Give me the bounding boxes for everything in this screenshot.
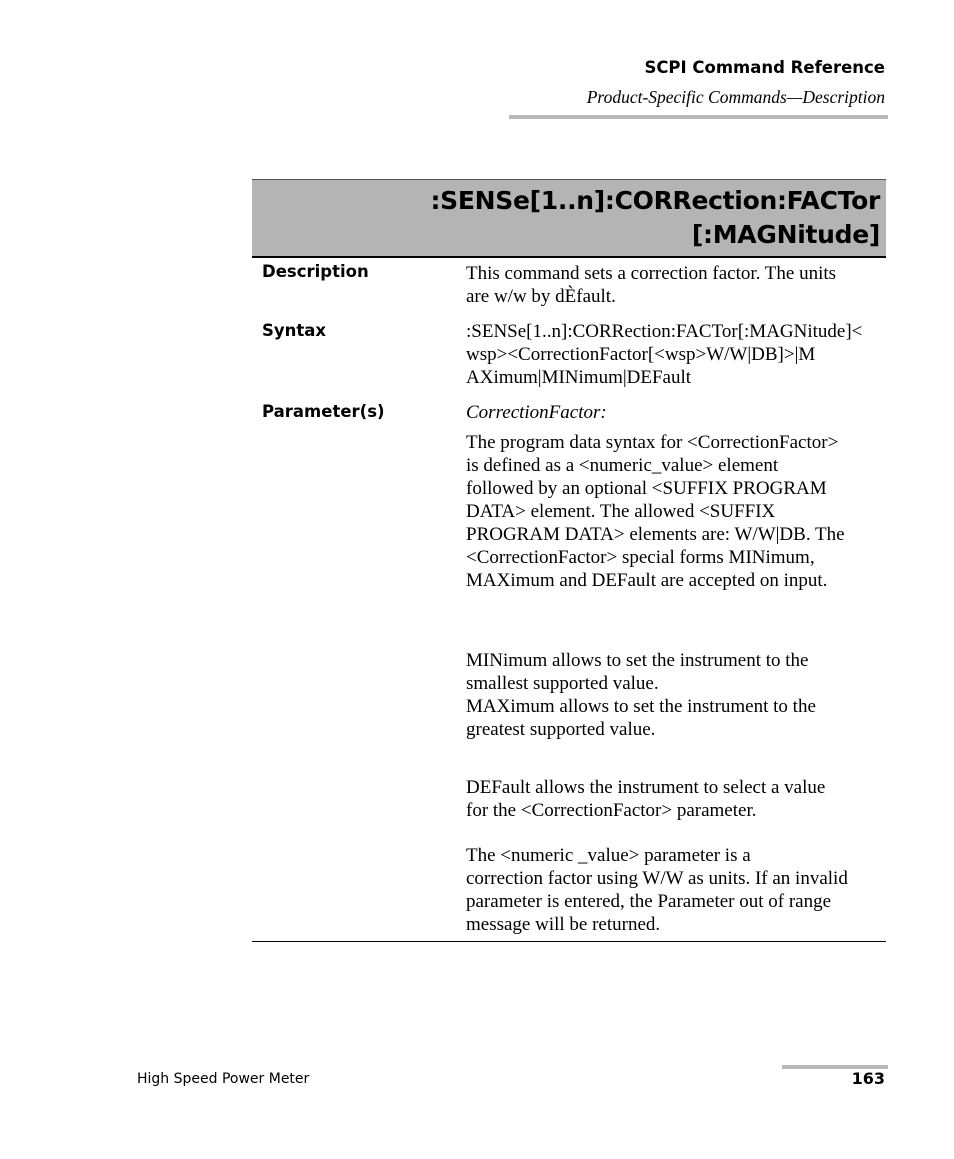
paragraph-line: <CorrectionFactor> special forms MINimum, bbox=[466, 547, 815, 568]
parameter-paragraph-numeric bbox=[466, 844, 886, 936]
description-label: Description bbox=[262, 262, 369, 281]
command-title-line-2: [:MAGNitude] bbox=[691, 220, 880, 249]
syntax-line: :SENSe[1..n]:CORRection:FACTor[:MAGNitude]< bbox=[466, 321, 863, 342]
paragraph-line: for the <CorrectionFactor> parameter. bbox=[466, 800, 757, 821]
paragraph-line: DATA> element. The allowed <SUFFIX bbox=[466, 501, 776, 522]
syntax-text bbox=[466, 320, 886, 389]
header-rule bbox=[509, 115, 888, 119]
description-line: are w/w by dÈfault. bbox=[466, 286, 616, 307]
paragraph-line: The <numeric _value> parameter is a bbox=[466, 845, 751, 866]
paragraph-line: message will be returned. bbox=[466, 914, 661, 935]
running-header-title: SCPI Command Reference bbox=[644, 58, 885, 77]
parameter-name: CorrectionFactor: bbox=[466, 402, 607, 423]
paragraph-line: MAXimum and DEFault are accepted on input. bbox=[466, 570, 828, 591]
syntax-line: AXimum|MINimum|DEFault bbox=[466, 367, 692, 388]
description-line: This command sets a correction factor. The units bbox=[466, 263, 837, 284]
running-header-subtitle: Product-Specific Commands—Description bbox=[586, 87, 885, 107]
command-title-line-1: :SENSe[1..n]:CORRection:FACTor bbox=[430, 186, 880, 215]
paragraph-line: MINimum allows to set the instrument to the bbox=[466, 650, 809, 671]
parameter-paragraph-syntax bbox=[466, 431, 886, 592]
command-title bbox=[430, 184, 880, 252]
paragraph-line: greatest supported value. bbox=[466, 719, 656, 740]
paragraph-line: correction factor using W/W as units. If an invalid bbox=[466, 868, 848, 889]
table-bottom-rule bbox=[252, 941, 886, 942]
paragraph-line: DEFault allows the instrument to select a value bbox=[466, 777, 826, 798]
parameter-paragraph-min-max bbox=[466, 649, 886, 741]
parameters-label: Parameter(s) bbox=[262, 402, 385, 421]
paragraph-line: MAXimum allows to set the instrument to the bbox=[466, 696, 816, 717]
paragraph-line: is defined as a <numeric_value> element bbox=[466, 455, 779, 476]
paragraph-line: The program data syntax for <CorrectionFactor> bbox=[466, 432, 839, 453]
paragraph-line: smallest supported value. bbox=[466, 673, 659, 694]
footer-product-name: High Speed Power Meter bbox=[137, 1071, 310, 1087]
command-title-band bbox=[252, 179, 886, 258]
paragraph-line: followed by an optional <SUFFIX PROGRAM bbox=[466, 478, 827, 499]
paragraph-line: PROGRAM DATA> elements are: W/W|DB. The bbox=[466, 524, 845, 545]
paragraph-line: parameter is entered, the Parameter out of range bbox=[466, 891, 832, 912]
description-text bbox=[466, 262, 886, 308]
syntax-label: Syntax bbox=[262, 321, 327, 340]
parameter-paragraph-default bbox=[466, 776, 886, 822]
page-number: 163 bbox=[851, 1069, 885, 1088]
syntax-line: wsp><CorrectionFactor[<wsp>W/W|DB]>|M bbox=[466, 344, 816, 365]
